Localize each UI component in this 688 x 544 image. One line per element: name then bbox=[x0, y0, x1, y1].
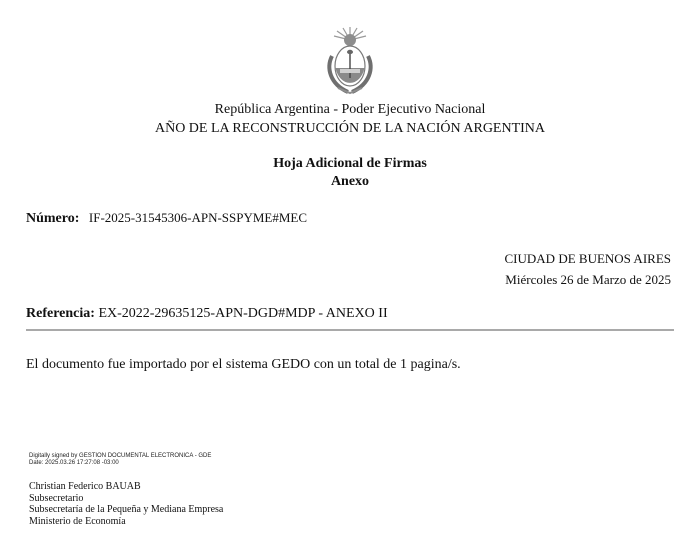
signer-name: Christian Federico BAUAB bbox=[29, 481, 141, 492]
divider bbox=[26, 329, 674, 331]
location-date: Miércoles 26 de Marzo de 2025 bbox=[505, 272, 671, 287]
document-title: Hoja Adicional de Firmas bbox=[273, 156, 427, 171]
document-number bbox=[26, 209, 307, 228]
digital-signature-signed-by: Digitally signed by GESTION DOCUMENTAL ELECTRONICA - GDE bbox=[29, 453, 212, 459]
digital-signature-date: Date: 2025.03.26 17:27:08 -03:00 bbox=[29, 460, 119, 466]
body-text: El documento fue importado por el sistema GEDO con un total de 1 pagina/s. bbox=[26, 357, 461, 372]
document-number-value: IF-2025-31545306-APN-SSPYME#MEC bbox=[88, 210, 308, 225]
header-year-motto: AÑO DE LA RECONSTRUCCIÓN DE LA NACIÓN ARGENTINA bbox=[154, 121, 546, 136]
document-subtitle: Anexo bbox=[330, 174, 370, 189]
signer-block bbox=[29, 481, 223, 527]
reference bbox=[26, 305, 388, 323]
signer-office: Subsecretaría de la Pequeña y Mediana Empresa bbox=[29, 504, 224, 515]
digital-signature-stamp bbox=[29, 453, 211, 467]
signer-position: Subsecretario bbox=[29, 492, 84, 504]
header-republic: República Argentina - Poder Ejecutivo Nacional bbox=[214, 102, 486, 117]
signer-ministry: Ministerio de Economía bbox=[29, 515, 126, 527]
document-number-label: Número: bbox=[26, 211, 80, 226]
argentina-coat-of-arms-icon bbox=[324, 26, 376, 96]
reference-label: Referencia: bbox=[26, 306, 95, 321]
location-block bbox=[505, 249, 671, 291]
location-city: CIUDAD DE BUENOS AIRES bbox=[504, 251, 671, 266]
reference-value: EX-2022-29635125-APN-DGD#MDP - ANEXO II bbox=[98, 306, 388, 321]
